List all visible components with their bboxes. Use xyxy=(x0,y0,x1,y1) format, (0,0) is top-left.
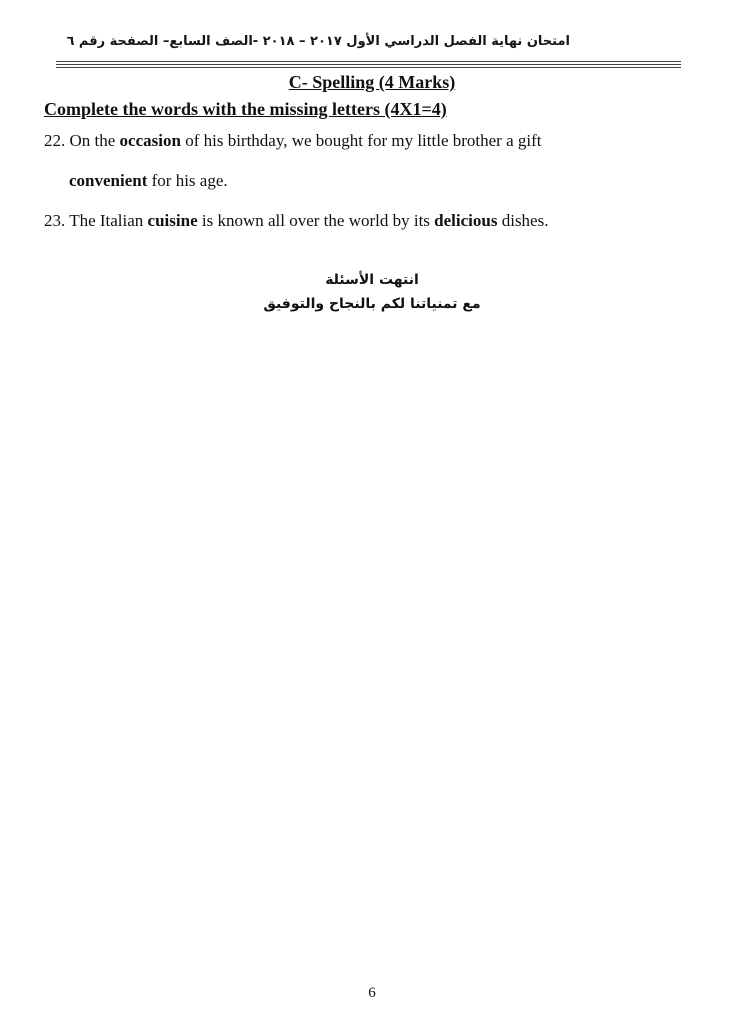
header-divider xyxy=(56,67,681,68)
question-text: is known all over the world by its xyxy=(197,211,435,230)
answer-word: cuisine xyxy=(147,211,198,230)
question-22-line-2 xyxy=(69,171,228,191)
question-text: 22. On the xyxy=(44,131,120,150)
section-instruction: Complete the words with the missing letters (4X1=4) xyxy=(44,99,447,119)
answer-word: convenient xyxy=(69,171,148,190)
header-divider xyxy=(56,61,681,62)
question-23 xyxy=(44,211,548,231)
page-number: 6 xyxy=(368,985,376,1001)
answer-word: delicious xyxy=(434,211,498,230)
question-text: dishes. xyxy=(497,211,549,230)
question-text: for his age. xyxy=(147,171,228,190)
question-text: of his birthday, we bought for my little brother a gift xyxy=(180,131,542,150)
question-text: 23. The Italian xyxy=(44,211,148,230)
closing-line-2: مع تمنياتنا لكم بالنجاح والتوفيق xyxy=(263,296,481,312)
closing-line-1: انتهت الأسئلة xyxy=(325,272,419,288)
header-divider xyxy=(56,64,681,65)
section-title: C- Spelling (4 Marks) xyxy=(288,72,456,92)
exam-header: امتحان نهاية الفصل الدراسي الأول ٢٠١٧ – ٢٠١٨ -الصف السابع– الصفحة رقم ٦ xyxy=(66,34,570,49)
question-22-line-1 xyxy=(44,131,541,151)
answer-word: occasion xyxy=(119,131,181,150)
